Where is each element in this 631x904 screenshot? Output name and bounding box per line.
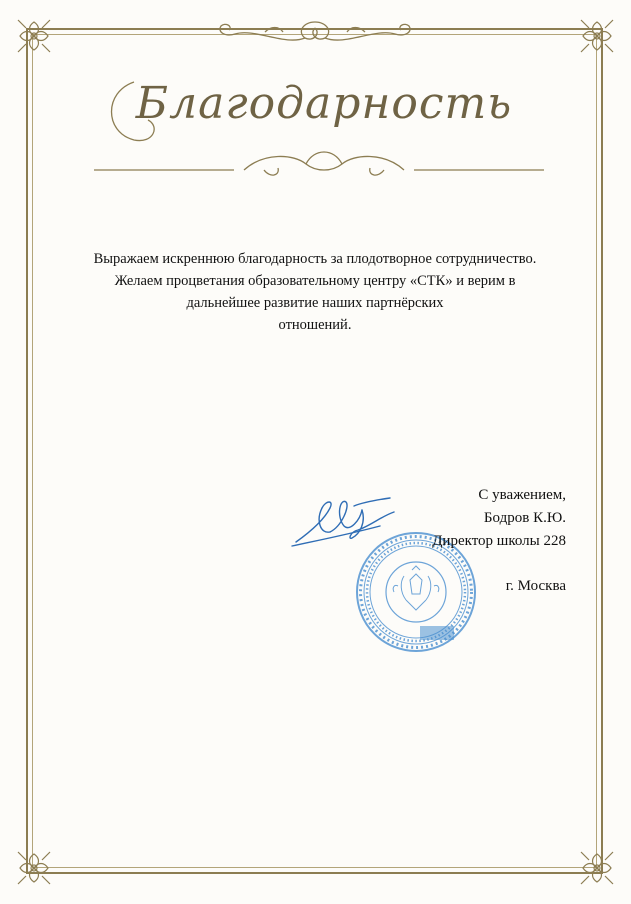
signer-position: Директор школы 228 xyxy=(432,533,566,549)
corner-ornament-icon xyxy=(577,16,617,56)
corner-ornament-icon xyxy=(577,848,617,888)
body-line: Желаем процветания образовательному центру «СТК» и верим в xyxy=(114,273,516,289)
city: г. Москва xyxy=(505,578,566,594)
corner-ornament-icon xyxy=(14,848,54,888)
body-text xyxy=(60,248,570,336)
signoff-block xyxy=(360,484,566,598)
body-line: отношений. xyxy=(278,317,352,333)
signer-name: Бодров К.Ю. xyxy=(483,510,566,526)
body-line: Выражаем искреннюю благодарность за плодотворное сотрудничество. xyxy=(93,251,537,267)
title-block xyxy=(94,52,554,177)
top-flourish-icon xyxy=(205,18,425,48)
certificate-title: Благодарность xyxy=(135,78,513,129)
signoff-greeting: С уважением, xyxy=(478,487,566,503)
corner-ornament-icon xyxy=(14,16,54,56)
body-line: дальнейшее развитие наших партнёрских xyxy=(186,295,444,311)
